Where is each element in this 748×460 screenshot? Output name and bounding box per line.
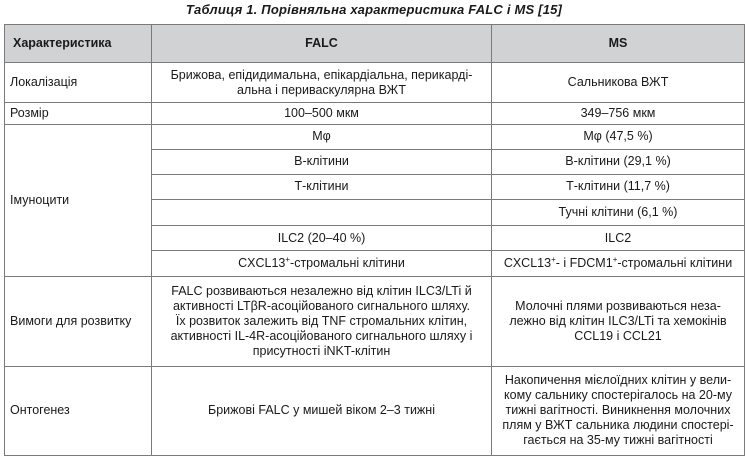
ms-req-line3: CCL19 і CCL21: [574, 328, 662, 343]
falc-immuno-6: [152, 251, 492, 277]
falc-localization-line2: альна і периваскулярна ВЖТ: [236, 82, 406, 97]
falc-localization-line1: Брижова, епідидимальна, епікардіальна, перикарді-: [170, 67, 473, 82]
ms-immuno-1: Мφ (47,5 %): [492, 124, 745, 149]
ms-requirements: [492, 277, 745, 366]
ms-immuno-4: Тучні клітини (6,1 %): [492, 200, 745, 226]
falc-req-line3: Їх розвиток залежить від TNF стромальних клітин,: [175, 313, 468, 328]
header-falc: FALC: [152, 25, 492, 63]
ms-onto-line2: кому сальнику спостерігалось на 20-му: [504, 388, 732, 403]
falc-immuno-5: ILC2 (20–40 %): [152, 226, 492, 251]
falc-immuno-1: Мφ: [152, 124, 492, 149]
ms-onto-line5: гається на 35-му тижні вагітності: [523, 433, 713, 448]
ms-onto-line4: плям у ВЖТ сальника людини спостері-: [502, 418, 734, 433]
falc-cxcl13-sup: +: [285, 255, 291, 265]
label-ontogenesis: Онтогенез: [5, 366, 152, 455]
falc-ontogenesis: Брижові FALC у мишей віком 2–3 тижні: [152, 366, 492, 455]
ms-fdcm1: - і FDCM1: [555, 256, 613, 271]
row-requirements: [5, 277, 745, 366]
ms-fdcm1-sup: +: [612, 255, 618, 265]
ms-cxcl13: CXCL13: [503, 256, 552, 271]
ms-ontogenesis: [492, 366, 745, 455]
ms-immuno-5: ILC2: [492, 226, 745, 251]
falc-requirements: [152, 277, 492, 366]
ms-immuno-2: B-клітини (29,1 %): [492, 149, 745, 174]
label-size: Розмір: [5, 102, 152, 124]
falc-req-line4: активності IL-4R-асоційованого сигнального шляху і: [170, 328, 473, 343]
header-ms: MS: [492, 25, 745, 63]
label-localization: Локалізація: [5, 63, 152, 102]
falc-immuno-4: [152, 200, 492, 226]
falc-localization: [152, 63, 492, 102]
ms-localization: Сальникова ВЖТ: [492, 63, 745, 102]
ms-req-line2: лежно від клітин ILC3/LTi та хемокінів: [509, 313, 727, 328]
table-caption: Таблиця 1. Порівняльна характеристика FALC і MS [15]: [185, 2, 563, 17]
ms-onto-line3: тижні вагітності. Виникнення молочних: [505, 403, 731, 418]
ms-cxcl13-sup: +: [551, 255, 556, 265]
falc-immuno-3: Т-клітини: [152, 174, 492, 200]
falc-stromal: -стромальні клітини: [290, 256, 405, 271]
falc-cxcl13: CXCL13: [238, 256, 286, 271]
row-size: [5, 102, 745, 124]
falc-size: 100–500 мкм: [152, 102, 492, 124]
ms-immuno-6: [492, 251, 745, 277]
ms-immuno-3: Т-клітини (11,7 %): [492, 174, 745, 200]
falc-immuno-2: B-клітини: [152, 149, 492, 174]
row-immuno-1: [5, 124, 745, 149]
label-requirements: Вимоги для розвитку: [5, 277, 152, 366]
header-row: [5, 25, 745, 63]
row-localization: [5, 63, 745, 102]
falc-req-line5: присутності iNKT-клітин: [252, 343, 391, 358]
ms-size: 349–756 мкм: [492, 102, 745, 124]
ms-stromal: -стромальні клітини: [617, 256, 733, 271]
header-characteristic: Характеристика: [5, 25, 152, 63]
falc-req-line1: FALC розвиваються незалежно від клітин ILC3/LTi й: [171, 283, 472, 298]
falc-req-line2: активності LTβR-асоційованого сигнального шляху.: [172, 298, 471, 313]
row-ontogenesis: [5, 366, 745, 455]
ms-onto-line1: Накопичення мієлоїдних клітин у вели-: [504, 373, 732, 388]
comparison-table: [4, 24, 745, 456]
label-immunocytes: Імуноцити: [5, 124, 152, 277]
ms-req-line1: Молочні плями розвиваються неза-: [515, 298, 721, 313]
